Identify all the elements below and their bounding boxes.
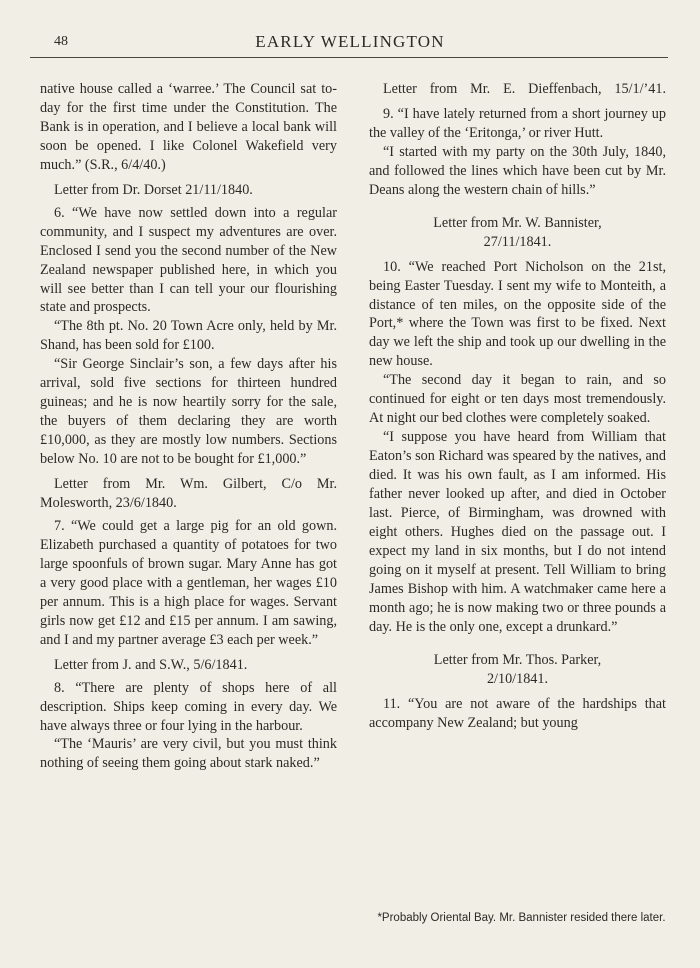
paragraph: “The second day it began to rain, and so continued for eight or ten days most tremendously. At night our bed clothes were completely soaked. [369,372,666,427]
letter-heading: Letter from Dr. Dorset 21/11/1840. [54,181,253,198]
paragraph: 10. “We reached Port Nicholson on the 21st, being Easter Tuesday. I sent my wife to Monteith, a distance of ten miles, on the opposite side of the Port,* where the Town was first to be fixed. Next day we left the ship and took up our dwelling in the new house. [369,258,666,370]
page-number: 48 [54,34,68,49]
left-column [40,80,337,773]
paragraph: “The ‘Mauris’ are very civil, but you must think nothing of seeing them going about stark naked.” [40,736,337,772]
letter-heading-date: 2/10/1841. [486,670,549,687]
letter-heading: Letter from J. and S.W., 5/6/1841. [54,656,248,673]
paragraph: 8. “There are plenty of shops here of all description. Ships keep coming in every day. We have always three or four lying in the harbour. [40,679,337,734]
paragraph: “I started with my party on the 30th July, 1840, and followed the lines which have been cut by Mr. Deans along the western chain of hills.” [369,143,666,198]
paragraph: 7. “We could get a large pig for an old gown. Elizabeth purchased a quantity of potatoes for two large spoonfuls of brown sugar. Mary Anne has got a very good place with a gentleman, her wages £10 per annum. This is a high place for wages. Servant girls now get £12 and £15 per annum. I am sawing, and I and my partner average £3 each per week.” [40,517,337,648]
letter-heading: Letter from Mr. E. Dieffenbach, 15/1/’41. [383,81,666,97]
right-column [369,80,666,733]
paragraph: 9. “I have lately returned from a short journey up the valley of the ‘Eritonga,’ or river Hutt. [369,105,666,141]
letter-heading: Letter from Mr. Thos. Parker, [433,651,602,668]
paragraph: native house called a ‘warree.’ The Council sat to-day for the first time under the Constitution. The Bank is in operation, and I believe a local bank will soon be opened. I like Colonel Wakefield very much.” (S.R., 6/4/40.) [40,81,337,173]
running-title: EARLY WELLINGTON [255,32,445,51]
paragraph: “I suppose you have heard from William that Eaton’s son Richard was speared by the natives, and died. It was his own fault, as I am informed. His father never looked up after, and died in October last. Pierce, of Birmingham, was drowned with eight others. Hughes died on the passage out. I expect my land in six months, but I do not intend going on it myself at present. Tell William to bring James Bishop with him. A watchmaker came here a month ago; he is now making two or three pounds a day. He is the only one, except a drunkard.” [369,429,666,635]
letter-heading: Letter from Mr. Wm. Gilbert, C/o Mr. Molesworth, 23/6/1840. [40,476,337,512]
paragraph: 6. “We have now settled down into a regular community, and I suspect my adventures are over. Enclosed I send you the second number of the New Zealand newspaper published here, in which you will see better than I can tell your our flourishing state and prospects. [40,204,337,316]
letter-heading: Letter from Mr. W. Bannister, [433,214,602,231]
letter-heading-date: 27/11/1841. [483,233,552,250]
page-header [30,28,670,58]
paragraph: “The 8th pt. No. 20 Town Acre only, held by Mr. Shand, has been sold for £100. [40,318,337,354]
header-rule [30,57,668,58]
paragraph: “Sir George Sinclair’s son, a few days after his arrival, sold five sections for thirteen hundred guineas; and he is now heartily sorry for the sale, the buyers of them declaring they are worth £10,000, as they are mostly low numbers. Sections below No. 10 are not to be bought for £1,000.” [40,356,337,468]
paragraph: 11. “You are not aware of the hardships that accompany New Zealand; but young [369,695,666,731]
footnote: *Probably Oriental Bay. Mr. Bannister resided there later. [377,912,666,924]
